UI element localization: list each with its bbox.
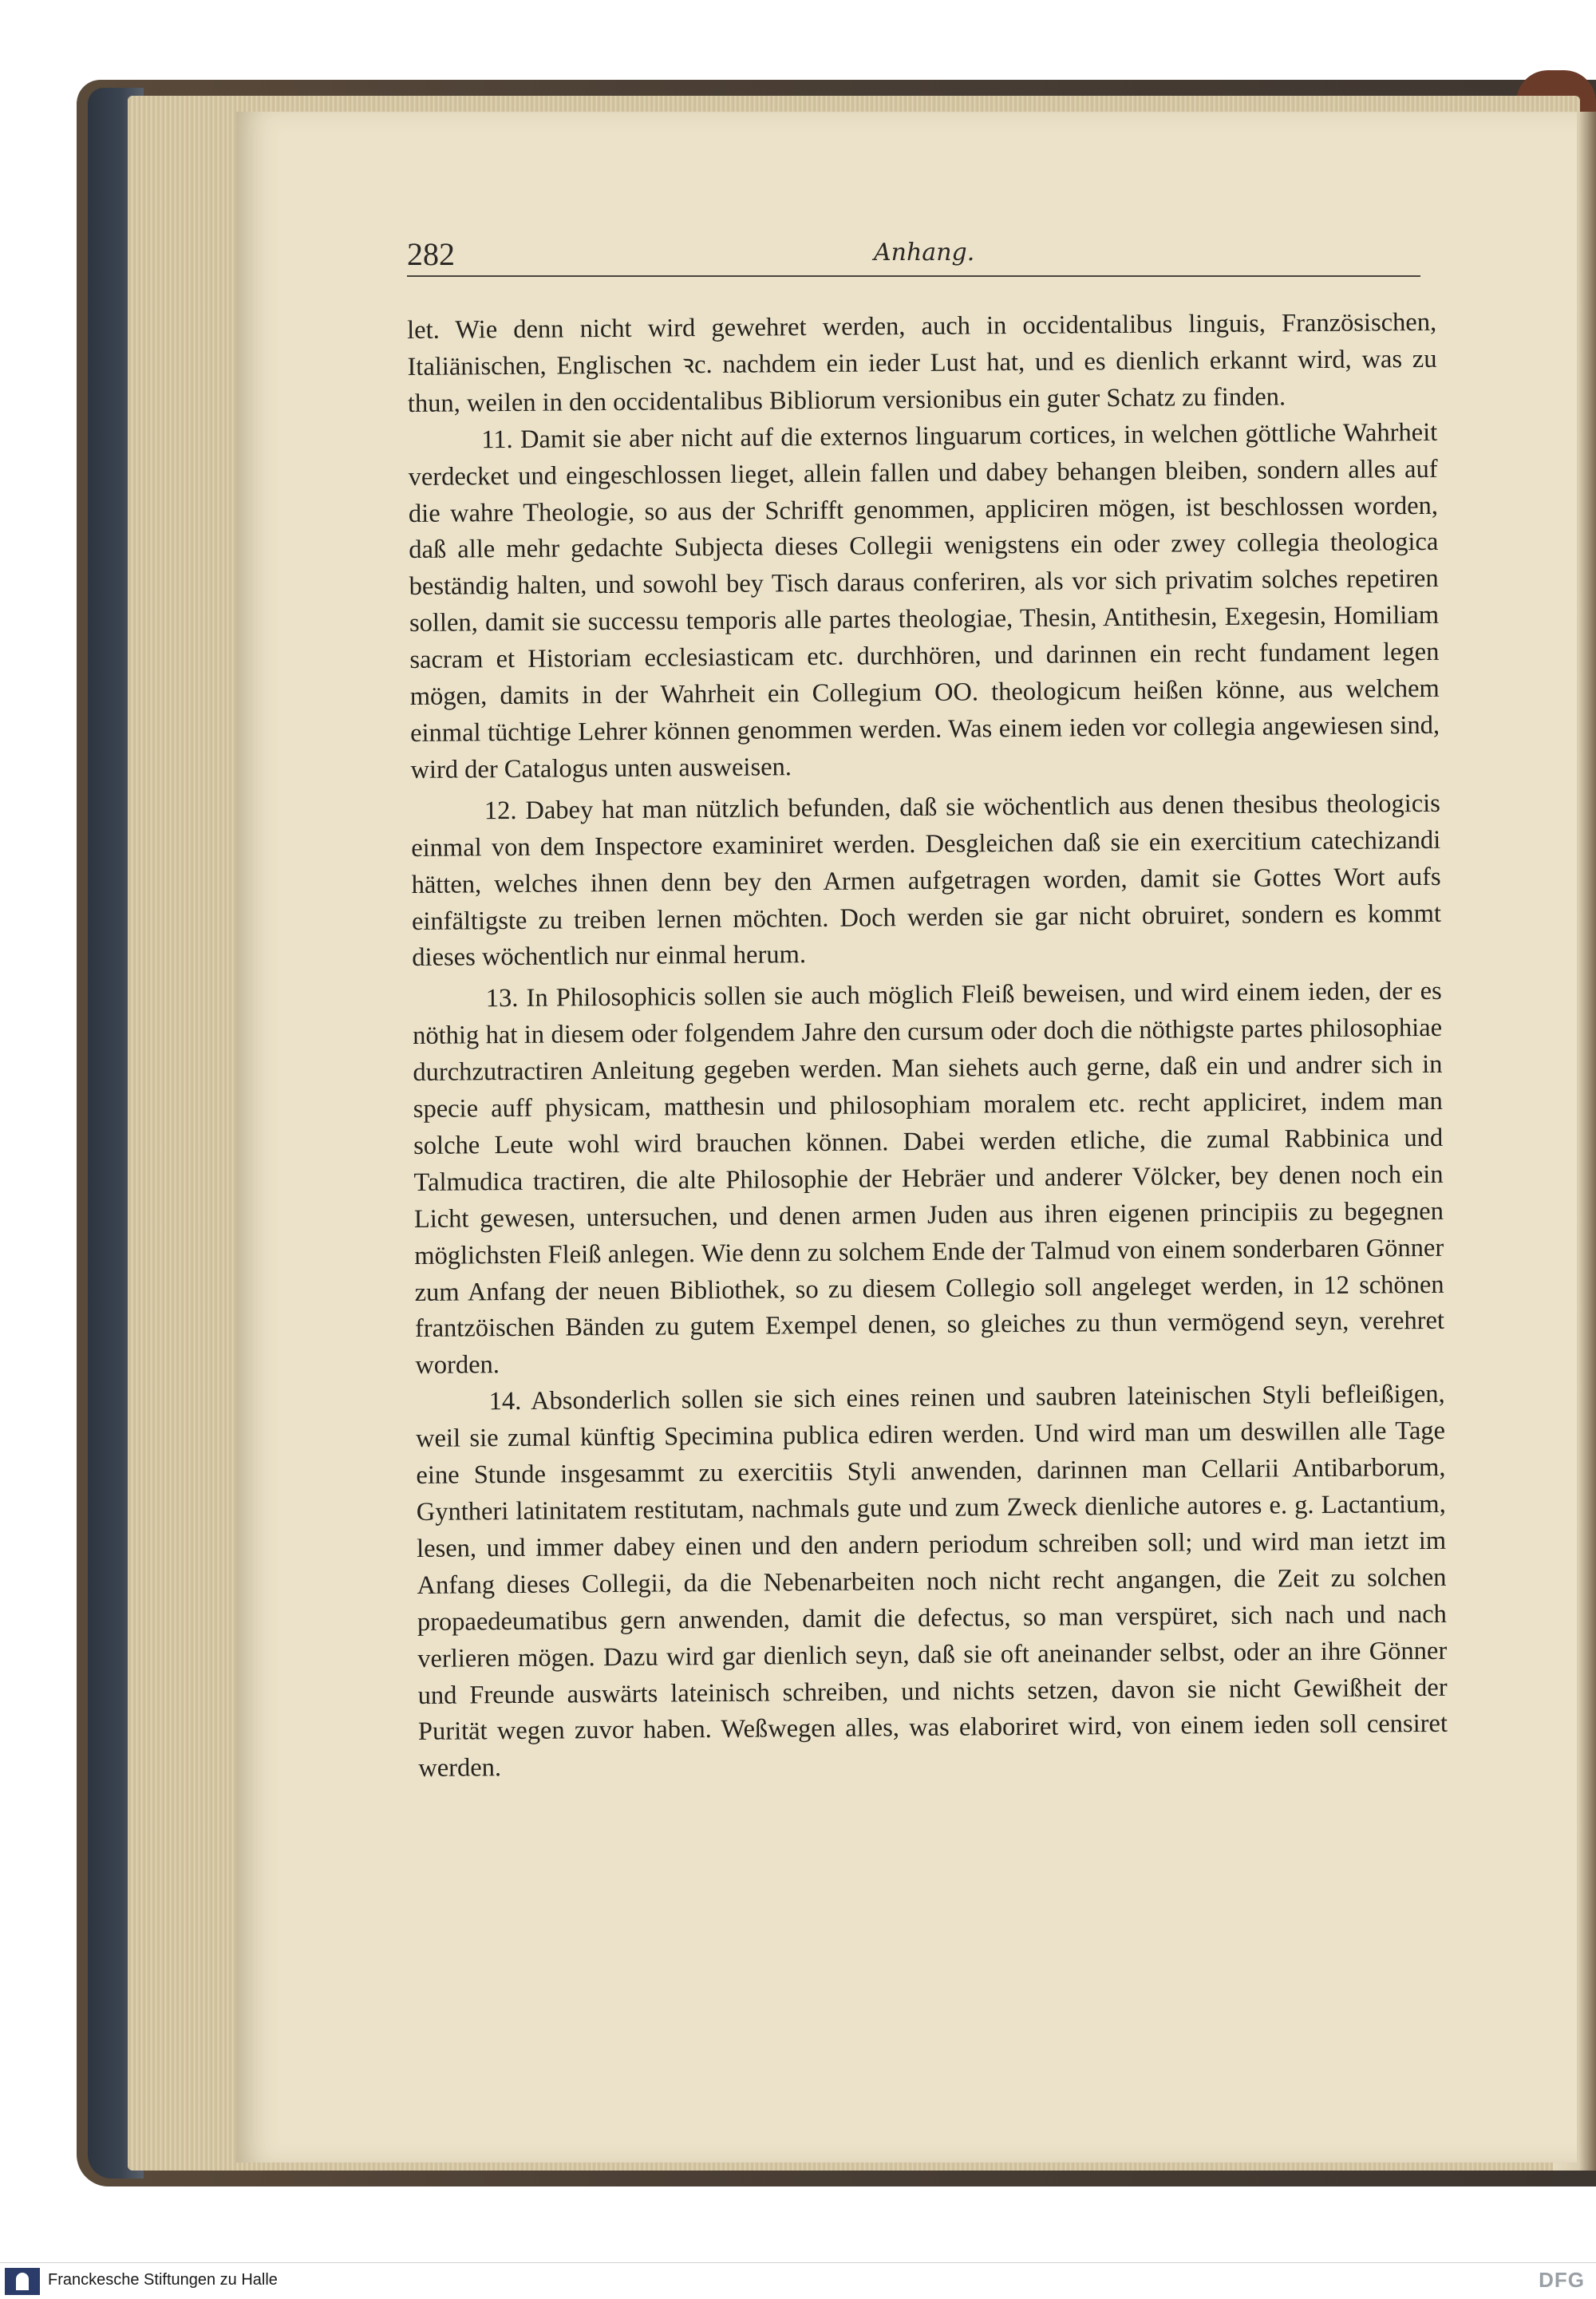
paragraph-11: 11. Damit sie aber nicht auf die externos linguarum cortices, in welchen göttliche Wahrheit verdecket und eingeschlossen lieget, allein fallen und dabey behangen bleiben, sondern alles auf die wahre Theologie, so aus der Schrifft genommen, appliciren mögen, ist beschlossen worden, daß alle mehr gedachte Subjecta dieses Collegii wenigstens ein oder zwey collegia theologica beständig halten, und sowohl bey Tisch daraus conferiren, als vor sich privatim solches repetiren sollen, damit sie successu temporis alle partes theologiae, Thesin, Antithesin, Exegesin, Homiliam sacram et Historiam ecclesiasticam etc. durchhören, und darinnen ein recht fundament legen mögen, damits in der Wahrheit ein Collegium OO. theologicum heißen könne, aus welchem einmal tüchtige Lehrer können genommen werden. Was einem ieden vor collegia angewiesen sind, wird der Catalogus unten ausweisen.: [408, 417, 1440, 784]
page-header: [407, 235, 1420, 277]
paragraph-continuation: let. Wie denn nicht wird gewehret werden, auch in occidentalibus linguis, Französischen, Italiänischen, Englischen ꝛc. nachdem ein ieder Lust hat, und es dienlich erkannt wird, was zu thun, weilen in den occidentalibus Bibliorum versionibus ein guter Schatz zu finden.: [407, 307, 1437, 418]
paragraph-13: 13. In Philosophicis sollen sie auch möglich Fleiß beweisen, und wird einem ieden, der es nöthig hat in diesem oder folgendem Jahre den cursum oder doch die nöthigste partes philosophiae durchzutractiren Anleitung gegeben werden. Man siehets auch gerne, daß ein und andrer sich in specie auff physicam, matthesin und philosophiam moralem etc. recht appliciret, indem man solche Leute wohl wird brauchen können. Dabei werden etliche, die zumal Rabbinica und Talmudica tractiren, die alte Philosophie der Hebräer und anderer Völcker, bey denen noch ein Licht gewesen, untersuchen, und denen armen Juden aus ihren eigenen principiis zu begegnen möglichsten Fleiß anlegen. Wie denn zu solchem Ende der Talmud von einem sonderbaren Gönner zum Anfang der neuen Bibliothek, so zu diesem Collegio soll angeleget werden, in 12 schönen frantzöischen Bänden zu gutem Exempel denen, so gleiches zu thun vermögend seyn, verehret worden.: [412, 977, 1445, 1381]
institution-name: Franckesche Stiftungen zu Halle: [48, 2271, 278, 2289]
paragraph-12: 12. Dabey hat man nützlich befunden, daß sie wöchentlich aus denen thesibus theologicis einmal von dem Inspectore examiniret werden. Desgleichen daß sie ein exercitium catechizandi hätten, welches ihnen denn bey den Armen aufgetragen worden, damit sie Gottes Wort aufs einfältigste zu treiben lernen möchten. Doch werden sie gar nicht obruiret, sondern es kommt dieses wöchentlich nur einmal herum.: [411, 788, 1442, 973]
dfg-logo: DFG: [1539, 2268, 1585, 2292]
running-head: Anhang.: [874, 239, 975, 267]
paragraph-14: 14. Absonderlich sollen sie sich eines reinen und saubren lateinischen Styli befleißigen, weil sie zumal künftig Specimina publica ediren werden. Und wird man um deswillen alle Tage eine Stunde insgesammt zu exercitiis Styli anwenden, darinnen man Cellarii Antibarborum, Gyntheri latinitatem restitutam, nachmals gute und zum Zweck dienliche autores e. g. Lactantium, lesen, und immer dabey einen und den andern periodum schreiben soll; und wird man ietzt im Anfang dieses Collegii, da die Nebenarbeiten noch nicht recht angangen, die Zeit zu solchen propaedeumatibus gern anwenden, damit die defectus, so man verspüret, sich nach und nach verlieren mögen. Dazu wird gar dienlich seyn, daß sie oft aneinander selbst, oder an ihre Gönner und Freunde auswärts lateinisch schreiben, und nichts setzen, davon sie nicht Gewißheit der Purität wegen zuvor haben. Weßwegen alles, was elaboriret wird, von einem ieden soll censiret werden.: [415, 1380, 1448, 1784]
viewer-footer: [0, 2262, 1596, 2299]
institution-logo-icon: [5, 2268, 40, 2295]
page-body: [407, 305, 1448, 1787]
page-number: 282: [407, 236, 455, 272]
